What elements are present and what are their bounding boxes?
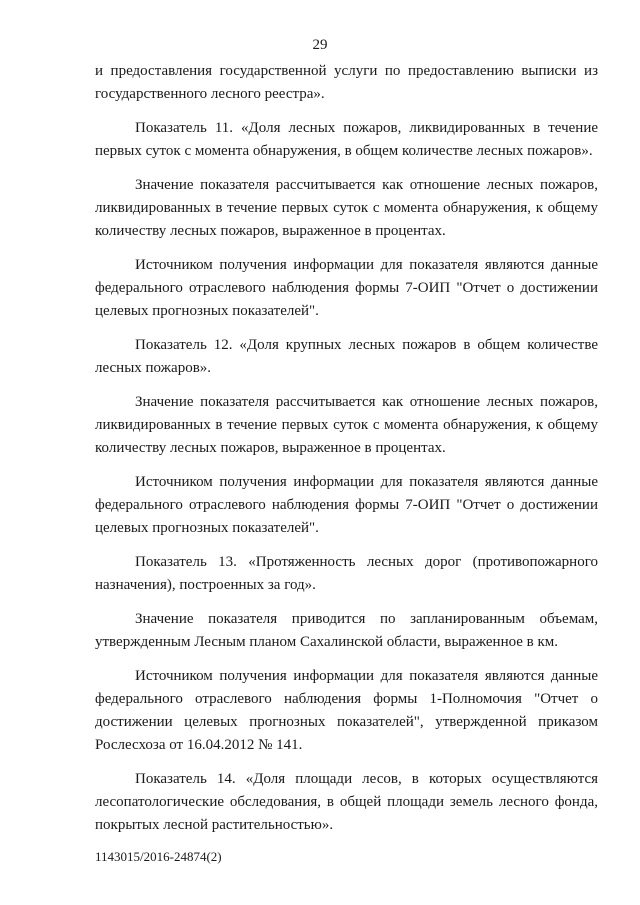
paragraph-indicator-12: Показатель 12. «Доля крупных лесных пожаров в общем количестве лесных пожаров». [95,337,598,376]
paragraph-indicator-11: Показатель 11. «Доля лесных пожаров, ликвидированных в течение первых суток с момента обнаружения, в общем количестве лесных пожаров». [95,120,598,159]
paragraph-indicator-12-source: Источником получения информации для показателя являются данные федерального отраслевого наблюдения формы 7-ОИП "Отчет о достижении целевых прогнозных показателей". [95,474,598,536]
paragraph-continuation: и предоставления государственной услуги по предоставлению выписки из государственного лесного реестра». [95,63,598,102]
paragraph-indicator-13-source: Источником получения информации для показателя являются данные федерального отраслевого наблюдения формы 1-Полномочия "Отчет о достижении целевых прогнозных показателей", утвержденной приказом Рослесхоза от 16.04.2012 № 141. [95,668,598,753]
body-text [95,60,598,848]
paragraph-indicator-11-calculation: Значение показателя рассчитывается как отношение лесных пожаров, ликвидированных в течение первых суток с момента обнаружения, к общему количеству лесных пожаров, выраженное в процентах. [95,177,598,239]
paragraph-indicator-14: Показатель 14. «Доля площади лесов, в которых осуществляются лесопатологические обследования, в общей площади земель лесного фонда, покрытых лесной растительностью». [95,771,598,833]
paragraph-indicator-13: Показатель 13. «Протяженность лесных дорог (противопожарного назначения), построенных за год». [95,554,598,593]
paragraph-indicator-11-source: Источником получения информации для показателя являются данные федерального отраслевого наблюдения формы 7-ОИП "Отчет о достижении целевых прогнозных показателей". [95,257,598,319]
document-code: 1143015/2016-24874(2) [95,849,222,864]
page-number: 29 [312,37,328,53]
paragraph-indicator-13-value: Значение показателя приводится по запланированным объемам, утвержденным Лесным планом Сахалинской области, выраженное в км. [95,611,598,650]
paragraph-indicator-12-calculation: Значение показателя рассчитывается как отношение лесных пожаров, ликвидированных в течение первых суток с момента обнаружения, к общему количеству лесных пожаров, выраженное в процентах. [95,394,598,456]
